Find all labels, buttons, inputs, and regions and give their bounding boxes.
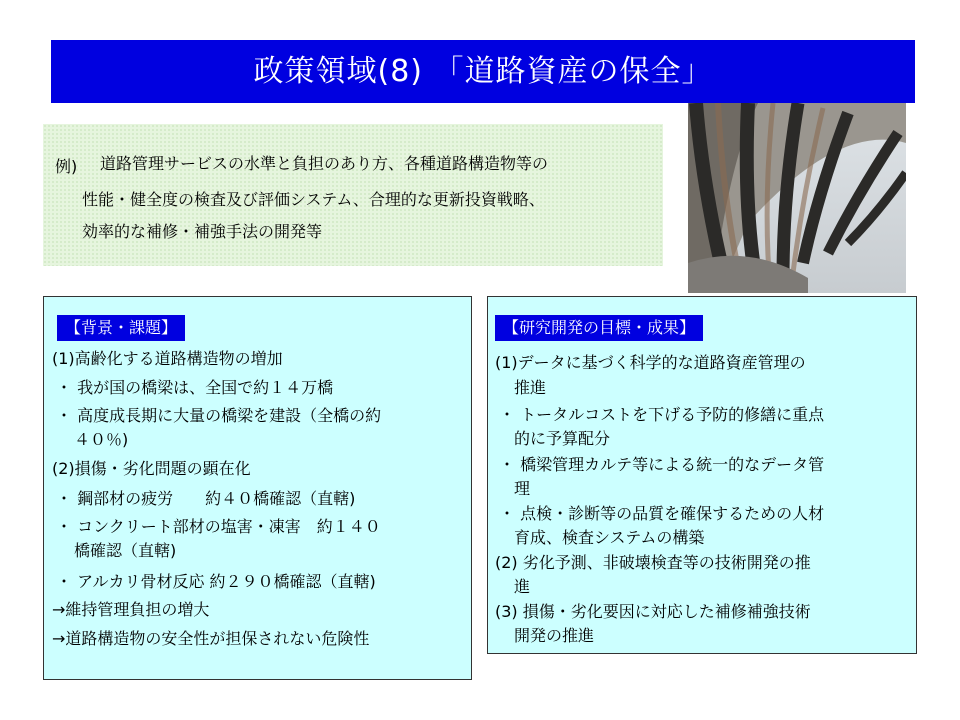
list-item: →道路構造物の安全性が担保されない危険性 [52,629,370,648]
list-item: ・ トータルコストを下げる予防的修繕に重点 [499,405,825,424]
list-item: 理 [514,479,531,498]
list-item: (3) 損傷・劣化要因に対応した補修補強技術 [495,602,811,621]
list-item: 進 [514,577,531,596]
list-item: ４０％) [74,430,129,449]
list-item: (1)高齢化する道路構造物の増加 [52,349,283,368]
list-item: (2)損傷・劣化問題の顕在化 [52,459,251,478]
list-item: ・ 点検・診断等の品質を確保するための人材 [499,504,825,523]
research-goals-panel [487,296,917,654]
list-item: (1)データに基づく科学的な道路資産管理の [495,353,806,372]
list-item: ・ 鋼部材の疲労 約４０橋確認（直轄) [56,489,356,508]
list-item: 的に予算配分 [514,429,611,448]
list-item: →維持管理負担の増大 [52,600,210,619]
list-item: 育成、検査システムの構築 [514,528,705,547]
list-item: ・ 我が国の橋梁は、全国で約１４万橋 [56,378,334,397]
example-prefix: 例) [55,157,78,176]
background-heading: 【背景・課題】 [57,315,185,341]
list-item: ・ 高度成長期に大量の橋梁を建設（全橋の約 [56,406,382,425]
list-item: ・ 橋梁管理カルテ等による統一的なデータ管 [499,455,825,474]
list-item: 開発の推進 [514,626,595,645]
slide-title: 政策領域(8) 「道路資産の保全」 [51,40,915,103]
example-line: 性能・健全度の検査及び評価システム、合理的な更新投資戦略、 [82,190,545,209]
example-line: 効率的な補修・補強手法の開発等 [82,222,323,241]
example-box [43,124,663,266]
list-item: ・ コンクリート部材の塩害・凍害 約１４０ [56,517,381,536]
goals-heading: 【研究開発の目標・成果】 [495,315,703,341]
example-line: 道路管理サービスの水準と負担のあり方、各種道路構造物等の [100,154,549,173]
list-item: (2) 劣化予測、非破壊検査等の技術開発の推 [495,553,811,572]
list-item: 推進 [514,378,547,397]
list-item: 橋確認（直轄) [74,541,177,560]
list-item: ・ アルカリ骨材反応 約２９０橋確認（直轄) [56,572,376,591]
background-issues-panel [43,296,472,680]
bridge-underside-photo [688,103,906,293]
